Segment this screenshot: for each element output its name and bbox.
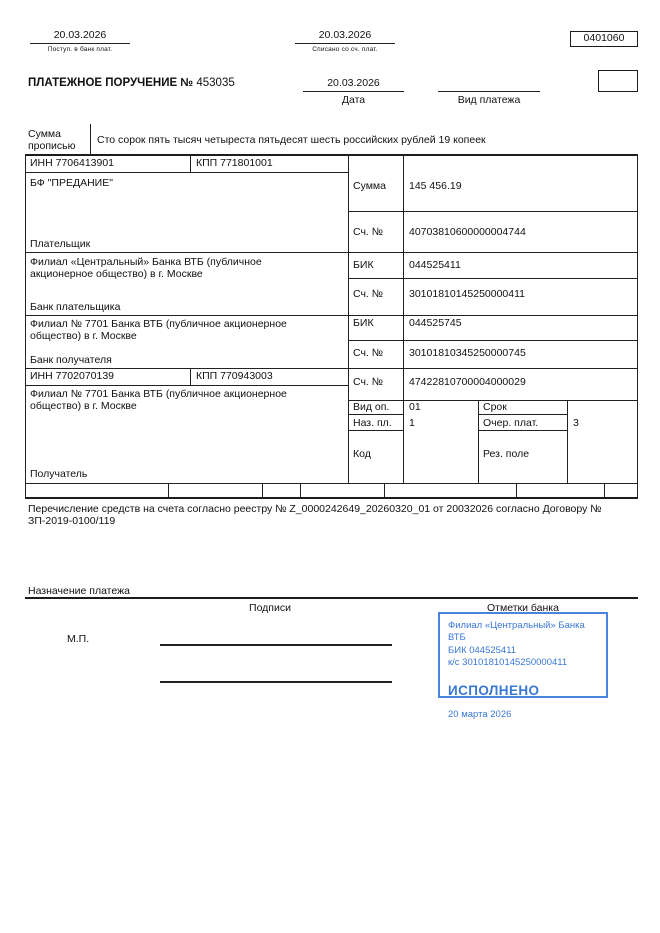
payer-account: 40703810600000004744 [409, 226, 526, 238]
inn-row-border-2 [25, 385, 348, 386]
beneficiary-bank-bik: 044525745 [409, 317, 462, 329]
signatures-label: Подписи [249, 602, 291, 614]
payer-inn: ИНН 7706413901 [30, 157, 115, 169]
priority-label: Очер. плат. [483, 417, 539, 429]
bik2-cell-border [348, 340, 637, 341]
payer-bank-label: Банк плательщика [30, 301, 121, 313]
date-label: Дата [341, 94, 366, 106]
stamp-corr-account: к/с 30101810145250000411 [448, 657, 568, 669]
beneficiary-label: Получатель [30, 468, 88, 480]
signature-line-1 [160, 644, 392, 646]
beneficiary-bank-name: Филиал № 7701 Банка ВТБ (публичное акционерное общество) в г. Москве [30, 318, 287, 343]
date-debited-label: Списано со сч. плат. [312, 46, 378, 53]
sum-label: Сумма [353, 180, 386, 192]
purpose-code-label: Наз. пл. [353, 417, 392, 429]
purpose-underline [25, 597, 638, 599]
document-number: 453035 [193, 77, 235, 89]
purpose-code-cell-border [348, 430, 404, 431]
purpose-code-value: 1 [409, 417, 415, 429]
term-cell-border [478, 414, 568, 415]
table-mid-divider [348, 154, 349, 483]
date-received-label: Поступ. в банк плат. [47, 46, 113, 53]
payer-kpp: КПП 771801001 [196, 157, 273, 169]
amount-words-label: Сумма прописью [28, 128, 76, 153]
beneficiary-account-label: Сч. № [353, 376, 384, 388]
payer-bank-bik: 044525411 [409, 259, 461, 271]
purpose-text: Перечисление средств на счета согласно реестру № Z_0000242649_20260320_01 от 20032026 согласно Договору № ЗП-2019-0100/119 [28, 503, 602, 528]
document-title-text: ПЛАТЕЖНОЕ ПОРУЧЕНИЕ № [28, 77, 194, 89]
stamp-status: ИСПОЛНЕНО [448, 683, 540, 699]
beneficiary-bank-row-border [25, 368, 637, 369]
amount-words-divider [90, 124, 91, 154]
date-received-underline [30, 43, 130, 44]
tax-field-divider [168, 483, 169, 497]
payment-type-box [598, 70, 638, 92]
bank-marks-label: Отметки банка [487, 602, 559, 614]
inn-kpp-divider-2 [190, 368, 191, 385]
payer-bank-account-label: Сч. № [353, 288, 384, 300]
table-right-border [637, 154, 638, 499]
beneficiary-inn: ИНН 7702070139 [30, 370, 115, 382]
beneficiary-kpp: КПП 770943003 [196, 370, 273, 382]
payer-row-border [25, 252, 637, 253]
payer-account-label: Сч. № [353, 226, 384, 238]
beneficiary-name: Филиал № 7701 Банка ВТБ (публичное акционерное общество) в г. Москве [30, 388, 287, 413]
payer-bank-bik-label: БИК [353, 259, 374, 271]
op-block-divider-1 [478, 400, 479, 483]
table-top-border [25, 154, 638, 156]
document-date: 20.03.2026 [327, 77, 380, 89]
payer-bank-row-border [25, 315, 637, 316]
tax-field-divider [262, 483, 263, 497]
tax-field-divider [604, 483, 605, 497]
beneficiary-bank-label: Банк получателя [30, 354, 112, 366]
op-block-divider-2 [567, 400, 568, 483]
date-debited-underline [295, 43, 395, 44]
sum-value: 145 456.19 [409, 180, 462, 192]
inn-kpp-divider-1 [190, 154, 191, 172]
tax-field-divider [384, 483, 385, 497]
beneficiary-bank-account-label: Сч. № [353, 347, 384, 359]
tax-field-divider [516, 483, 517, 497]
sum-cell-border [348, 211, 637, 212]
priority-cell-border [478, 430, 568, 431]
form-code-box [570, 31, 638, 47]
table-left-border [25, 154, 26, 499]
op-type-cell-border [348, 414, 404, 415]
document-date-underline [303, 91, 404, 92]
stamp-bank-name: Филиал «Центральный» Банка ВТБ [448, 620, 585, 644]
bank-execution-stamp [438, 612, 608, 720]
beneficiary-bank-bik-label: БИК [353, 317, 374, 329]
payment-type-label: Вид платежа [457, 94, 521, 106]
stamp-place-label: М.П. [67, 633, 90, 645]
priority-value: 3 [573, 417, 579, 429]
purpose-label: Назначение платежа [28, 585, 130, 597]
res-field-label: Рез. поле [483, 448, 530, 460]
payment-type-underline [438, 91, 540, 92]
term-label: Срок [483, 401, 507, 413]
amount-words-value: Сто сорок пять тысяч четыреста пятьдесят шесть российских рублей 19 копеек [97, 134, 486, 146]
payer-name: БФ "ПРЕДАНИЕ" [30, 177, 113, 189]
table-label-value-divider [403, 154, 404, 483]
inn-row-border-1 [25, 172, 348, 173]
payer-bank-account: 30101810145250000411 [409, 288, 526, 300]
op-type-value: 01 [409, 401, 421, 413]
beneficiary-bank-account: 30101810345250000745 [409, 347, 526, 359]
form-code: 0401060 [583, 32, 625, 44]
table-bottom-border [25, 497, 638, 499]
stamp-bik: БИК 044525411 [448, 644, 517, 656]
payer-bank-name: Филиал «Центральный» Банка ВТБ (публичное акционерное общество) в г. Москве [30, 256, 262, 281]
document-title [28, 77, 235, 90]
signature-line-2 [160, 681, 392, 683]
tax-field-divider [300, 483, 301, 497]
recipient-row-border [25, 483, 637, 484]
beneficiary-account: 47422810700004000029 [409, 376, 526, 388]
payer-label: Плательщик [30, 238, 91, 250]
date-received: 20.03.2026 [53, 29, 107, 41]
code-label: Код [353, 448, 371, 460]
stamp-date: 20 марта 2026 [448, 708, 512, 720]
op-type-label: Вид оп. [353, 401, 390, 413]
date-debited: 20.03.2026 [318, 29, 372, 41]
bik1-cell-border [348, 278, 637, 279]
